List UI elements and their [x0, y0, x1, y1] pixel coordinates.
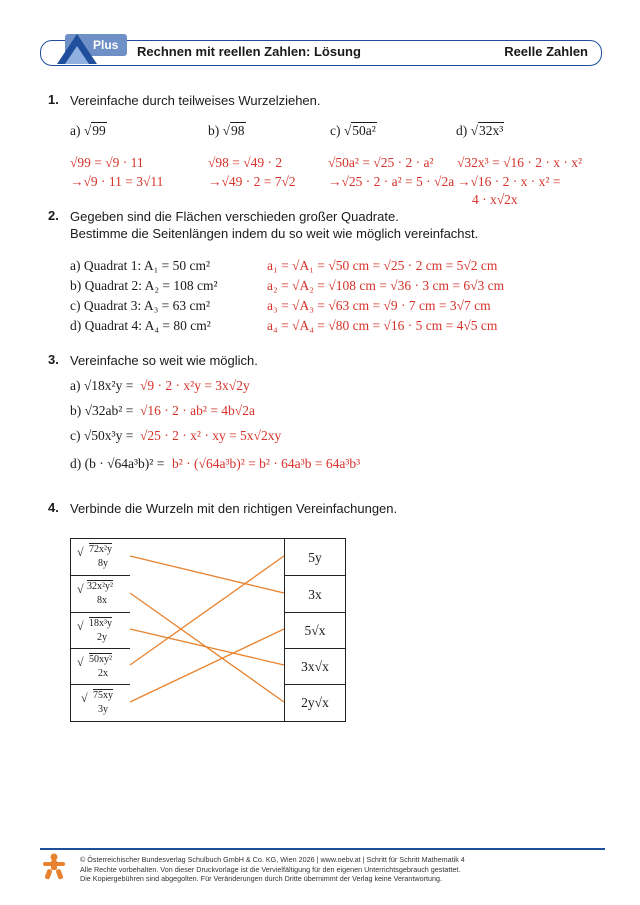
solution-1d-line1: √32x³ = √16 · 2 · x · x²	[457, 155, 583, 170]
task-1d: d) √32x³	[456, 123, 504, 138]
left-item[interactable]: √ 75xy 3y	[81, 690, 113, 715]
footer-copyright: © Österreichischer Bundesverlag Schulbuch GmbH & Co. KG, Wien 2026 | www.oebv.at | Schritt für Schritt Mathematik 4	[80, 855, 465, 864]
solution-2c: a₃ = √A₃ = √63 cm = √9 · 7 cm = 3√7 cm	[267, 298, 491, 313]
publisher-logo-icon	[40, 852, 68, 880]
task-1c: c) √50a²	[330, 123, 376, 138]
solution-3c: √25 · 2 · x² · xy = 5x√2xy	[140, 428, 282, 443]
right-item[interactable]: 3x√x	[285, 649, 345, 685]
solution-2d: a₄ = √A₄ = √80 cm = √16 · 5 cm = 4√5 cm	[267, 318, 498, 333]
left-item[interactable]: √ 72x²y 8y	[71, 539, 131, 576]
chapter-title: Reelle Zahlen	[504, 44, 588, 59]
connection-line	[130, 556, 284, 593]
footer-divider	[40, 848, 605, 850]
question-text: Verbinde die Wurzeln mit den richtigen Vereinfachungen.	[70, 501, 398, 516]
solution-1b-line1: √98 = √49 · 2	[208, 155, 283, 170]
footer-rights: Alle Rechte vorbehalten. Von dieser Druckvorlage ist die Vervielfältigung für den eigenen Unterrichtsgebrauch gestattet.	[80, 864, 461, 874]
question-number: 1.	[48, 92, 59, 107]
solution-3b: √16 · 2 · ab² = 4b√2a	[140, 403, 255, 418]
solution-2b: a₂ = √A₂ = √108 cm = √36 · 3 cm = 6√3 cm	[267, 278, 505, 293]
solution-3d: b² · (√64a³b)² = b² · 64a³b = 64a³b³	[172, 456, 361, 471]
right-item[interactable]: 5y	[285, 539, 345, 576]
given-3c: c) √50x³y =	[70, 428, 134, 443]
solution-1c-line1: √50a² = √25 · 2 · a²	[328, 155, 434, 170]
right-item[interactable]: 3x	[285, 576, 345, 613]
question-text: Vereinfache durch teilweises Wurzelziehen.	[70, 93, 321, 108]
question-text: Gegeben sind die Flächen verschieden großer Quadrate.	[70, 209, 399, 224]
solution-1a-line2: →√9 · 11 = 3√11	[70, 174, 164, 189]
page-title: Rechnen mit reellen Zahlen: Lösung	[137, 44, 361, 59]
footer-disclaimer: Die Kopiergebühren sind abgegolten. Für Veränderungen durch Dritte übernimmt der Verlag keine Verantwortung.	[80, 874, 442, 883]
solution-3a: √9 · 2 · x²y = 3x√2y	[140, 378, 250, 393]
connection-line	[130, 629, 284, 665]
task-1a: a) √99	[70, 123, 106, 138]
left-item[interactable]: √ 50xy² 2x	[71, 649, 131, 685]
question-number: 3.	[48, 352, 59, 367]
connection-line	[130, 556, 284, 665]
given-3b: b) √32ab² =	[70, 403, 134, 418]
given-2d: d) Quadrat 4: A₄ = 80 cm²	[70, 318, 211, 333]
task-1b: b) √98	[208, 123, 245, 138]
question-number: 2.	[48, 208, 59, 223]
solution-1a-line1: √99 = √9 · 11	[70, 155, 144, 170]
given-3a: a) √18x²y =	[70, 378, 134, 393]
solution-1d-line3: 4 · x√2x	[472, 192, 518, 207]
right-item[interactable]: 5√x	[285, 613, 345, 649]
solution-2a: a₁ = √A₁ = √50 cm = √25 · 2 cm = 5√2 cm	[267, 258, 498, 273]
svg-text:Plus: Plus	[93, 38, 119, 52]
given-2b: b) Quadrat 2: A₂ = 108 cm²	[70, 278, 218, 293]
left-item[interactable]: √ 18x³y 2y	[71, 613, 131, 649]
question-number: 4.	[48, 500, 59, 515]
left-item[interactable]: √ 32x²y² 8x	[71, 576, 131, 613]
connection-line	[130, 629, 284, 702]
right-item[interactable]: 2y√x	[301, 695, 329, 710]
question-text: Bestimme die Seitenlängen indem du so weit wie möglich vereinfachst.	[70, 226, 479, 241]
solution-1c-line2: →√25 · 2 · a² = 5 · √2a	[328, 174, 455, 189]
solution-1b-line2: →√49 · 2 = 7√2	[208, 174, 296, 189]
question-text: Vereinfache so weit wie möglich.	[70, 353, 258, 368]
given-2a: a) Quadrat 1: A₁ = 50 cm²	[70, 258, 211, 273]
given-2c: c) Quadrat 3: A₃ = 63 cm²	[70, 298, 211, 313]
given-3d: d) (b · √64a³b)² =	[70, 456, 165, 471]
footer-text	[80, 855, 465, 884]
solution-1d-line2: →√16 · 2 · x · x² =	[457, 174, 561, 189]
